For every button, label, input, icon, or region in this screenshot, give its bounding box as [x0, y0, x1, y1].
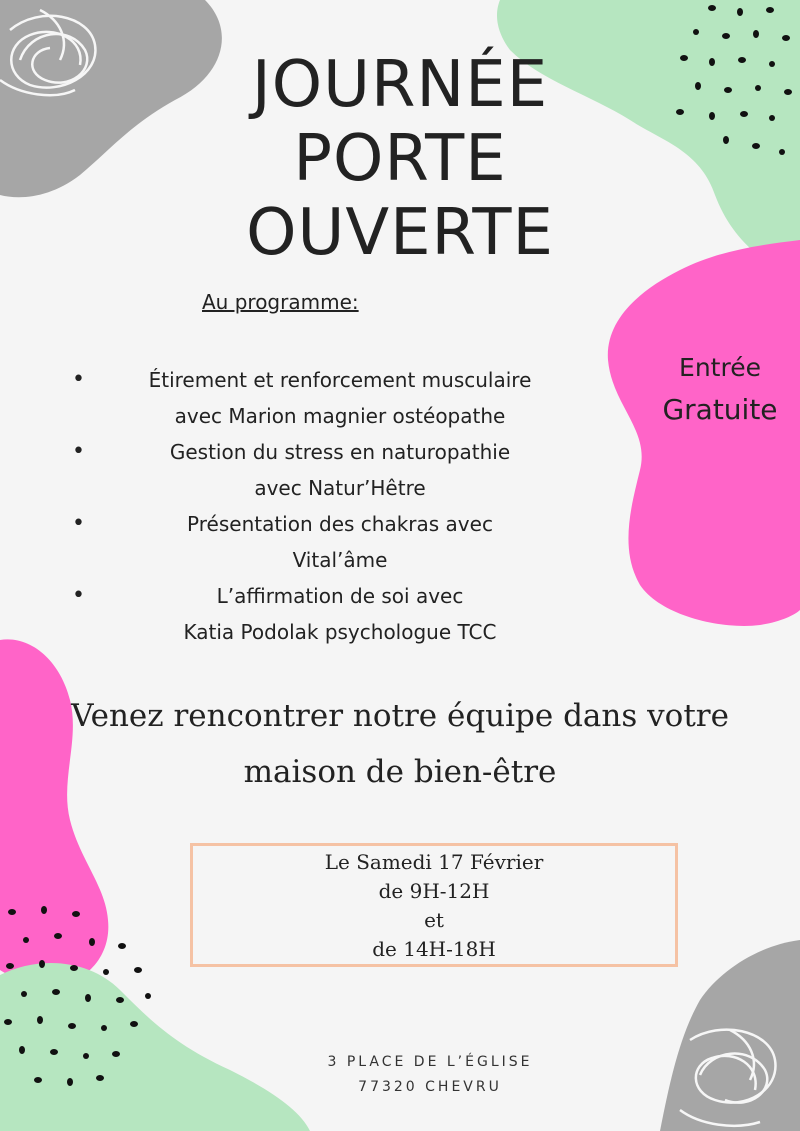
programme-item-line: • Étirement et renforcement musculaire — [148, 368, 532, 392]
schedule-afternoon: de 14H-18H — [372, 937, 496, 961]
schedule-morning: de 9H-12H — [378, 879, 490, 903]
schedule-date: Le Samedi 17 Février — [324, 850, 544, 874]
programme-item-line: Vital’âme — [292, 548, 388, 572]
address-street: 3 PLACE DE L’ÉGLISE — [327, 1054, 533, 1070]
title-line-2: PORTE — [293, 122, 507, 196]
page-title — [140, 48, 660, 270]
invitation-line-2: maison de bien-être — [243, 754, 557, 790]
free-entry-line-1: Entrée — [679, 353, 761, 382]
programme-item — [110, 506, 570, 578]
invitation-line-1: Venez rencontrer notre équipe dans votre — [71, 698, 729, 734]
programme-item — [110, 578, 570, 650]
programme-item — [110, 362, 570, 434]
programme-heading: Au programme: — [202, 290, 359, 314]
programme-item-line: • Présentation des chakras avec — [187, 512, 493, 536]
pink-blob-right — [608, 240, 800, 626]
programme-item-line: Katia Podolak psychologue TCC — [183, 620, 497, 644]
programme-list — [70, 362, 570, 650]
schedule-box — [190, 843, 678, 967]
address — [300, 1050, 560, 1100]
title-line-3: OUVERTE — [246, 196, 554, 270]
schedule-and: et — [424, 908, 444, 932]
programme-item-line: avec Marion magnier ostéopathe — [174, 404, 506, 428]
address-city: 77320 CHEVRU — [358, 1079, 502, 1095]
green-blob-bottom-left — [0, 963, 310, 1131]
programme-item-line: avec Natur’Hêtre — [254, 476, 426, 500]
free-entry-line-2: Gratuite — [662, 393, 778, 426]
programme-item-line: • Gestion du stress en naturopathie — [169, 440, 511, 464]
programme-item-line: • L’affirmation de soi avec — [216, 584, 464, 608]
title-line-1: JOURNÉE — [251, 48, 549, 122]
programme-item — [110, 434, 570, 506]
invitation-text — [60, 688, 740, 800]
free-entry-label — [640, 348, 800, 432]
